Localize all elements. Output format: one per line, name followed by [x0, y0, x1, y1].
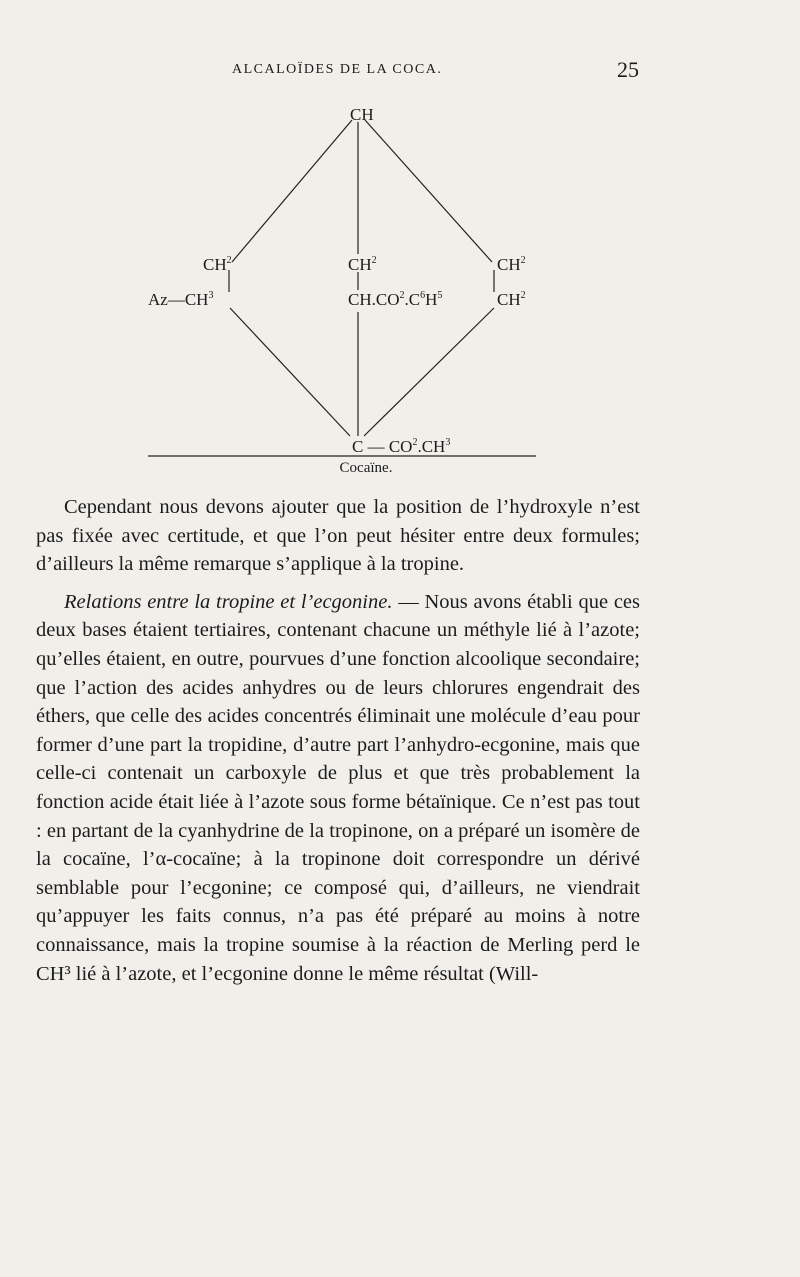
atom-right-upper: $CH^2$ [497, 255, 526, 274]
atom-center-lower: $CH.CO^2.C^6H^5$ [348, 290, 443, 309]
atom-right-lower: $CH^2$ [497, 290, 526, 309]
formula-bonds [148, 120, 536, 456]
running-title: ALCALOÏDES DE LA COCA. [232, 62, 443, 77]
body-text [36, 493, 640, 988]
bond-top-to-left [232, 120, 352, 262]
paragraph-2 [36, 588, 640, 988]
page-number: 25 [617, 57, 639, 82]
formula-caption: Cocaïne. [339, 460, 393, 476]
bond-right-to-bottom [364, 308, 494, 436]
cocaine-structural-formula [0, 0, 800, 490]
paragraph-2-body: — Nous avons établi que ces deux bases étaient tertiaires, contenant chacune un méthyle lié à l’azote; qu’elles étaient, en outre, pourvues d’une fonction alcoolique secondaire; que l’action des acides anhydres ou de leurs chlorures engendrait des éthers, que celle des acides concentrés éliminait une molécule d’eau pour former d’une part la tropidine, d’autre part l’anhydro-ecgonine, mais que celle-ci contenait un carboxyle de plus et que très probablement la fonction acide était liée à l’azote sous forme bétaïnique. Ce n’est pas tout : en partant de la cyanhydrine de la tropinone, on a préparé un isomère de la cocaïne, l’α-cocaïne; à la tropinone doit correspondre un dérivé semblable pour l’ecgonine; ce composé qui, d’ailleurs, ne viendrait qu’appuyer les faits connus, n’a pas été préparé au moins à notre connaissance, mais la tropine soumise à la réaction de Merling perd le CH³ lié à l’azote, et l’ecgonine donne le même résultat (Will- [36, 590, 640, 985]
atom-center-upper: $CH^2$ [348, 255, 377, 274]
bond-top-to-right [365, 120, 492, 262]
atom-left-upper: $CH^2$ [203, 255, 232, 274]
atom-left-lower: $Az—CH^3$ [148, 290, 214, 309]
paragraph-1: Cependant nous devons ajouter que la position de l’hydroxyle n’est pas fixée avec certitude, et que l’on peut hésiter entre deux formules; d’ailleurs la même remarque s’applique à la tropine. [36, 496, 640, 576]
atom-top: CH [350, 105, 374, 124]
paragraph-2-heading: Relations entre la tropine et l’ecgonine. [64, 590, 393, 613]
formula-diagram [0, 0, 800, 490]
bond-left-to-bottom [230, 308, 350, 436]
atom-bottom: C — $CO^2.CH^3$ [352, 437, 451, 456]
